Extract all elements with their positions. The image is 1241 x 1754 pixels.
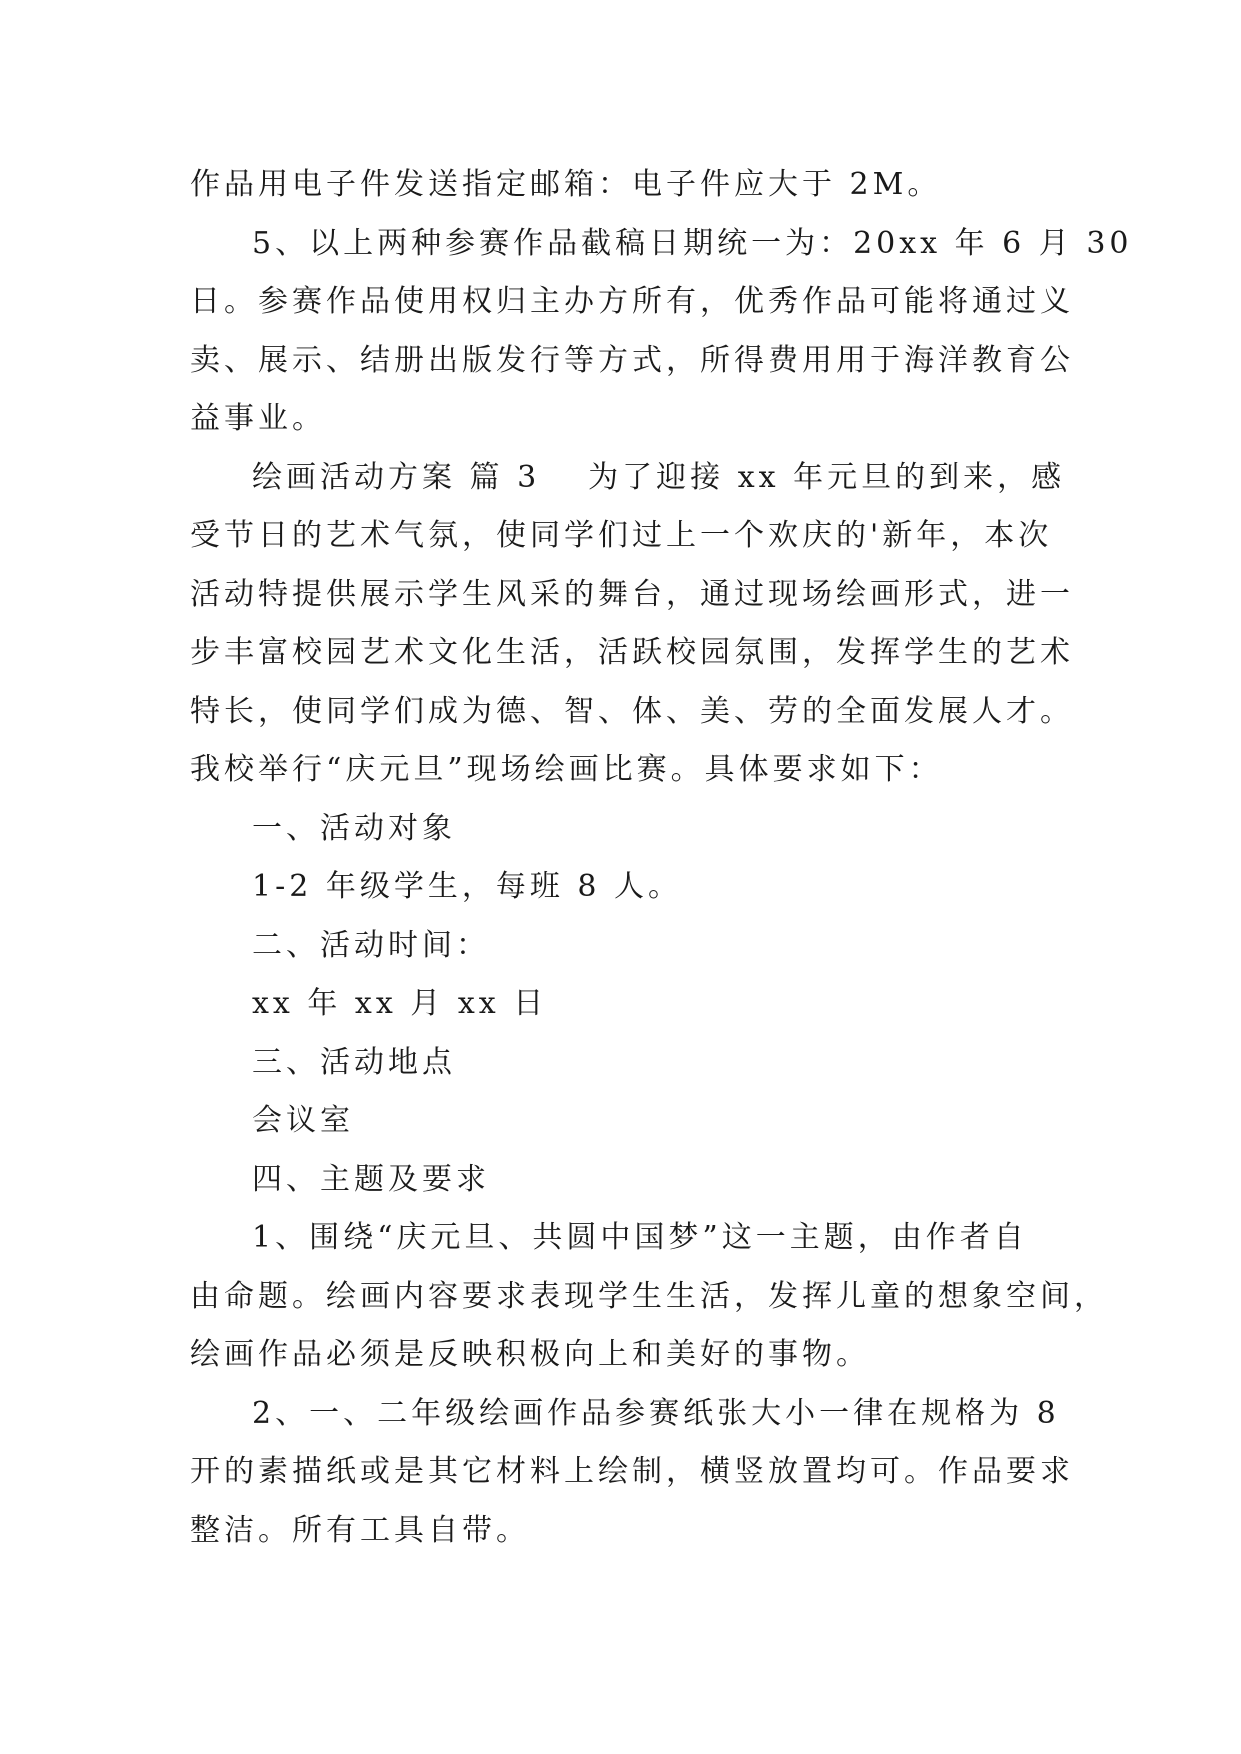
subheading: 四、主题及要求 [252, 1161, 490, 1197]
text-line: 我校举行“庆元旦”现场绘画比赛。具体要求如下： [190, 752, 943, 787]
text-line: 活动特提供展示学生风采的舞台，通过现场绘画形式，进一 [190, 576, 1074, 612]
section-heading: 绘画活动方案 篇 3 [252, 459, 541, 495]
text-line: 特长，使同学们成为德、智、体、美、劳的全面发展人才。 [190, 693, 1074, 729]
text-line: 益事业。 [190, 401, 326, 436]
text-line: 会议室 [252, 1103, 354, 1138]
text-line: xx 年 xx 月 xx 日 [252, 986, 548, 1021]
text-line: 受节日的艺术气氛，使同学们过上一个欢庆的'新年，本次 [190, 518, 1053, 553]
section-heading-line [190, 449, 1066, 508]
text-line: 5、以上两种参赛作品截稿日期统一为：20xx 年 6 月 30 [252, 225, 1133, 261]
subheading: 一、活动对象 [252, 810, 456, 846]
text-line: 1-2 年级学生，每班 8 人。 [252, 869, 683, 904]
text-line: 1、围绕“庆元旦、共圆中国梦”这一主题，由作者自 [252, 1220, 1028, 1255]
text-line: 2、一、二年级绘画作品参赛纸张大小一律在规格为 8 [252, 1395, 1060, 1431]
text-line: 日。参赛作品使用权归主办方所有，优秀作品可能将通过义 [190, 284, 1074, 319]
text-line: 作品用电子件发送指定邮箱：电子件应大于 2M。 [190, 167, 942, 202]
subheading: 二、活动时间： [252, 927, 490, 963]
text-line: 由命题。绘画内容要求表现学生生活，发挥儿童的想象空间， [190, 1278, 1108, 1314]
text-line: 整洁。所有工具自带。 [190, 1512, 530, 1548]
text-line: 绘画作品必须是反映积极向上和美好的事物。 [190, 1337, 870, 1372]
text-line: 为了迎接 xx 年元旦的到来，感 [588, 459, 1066, 495]
document-page [190, 156, 1133, 1560]
text-line: 开的素描纸或是其它材料上绘制，横竖放置均可。作品要求 [190, 1454, 1074, 1489]
text-line: 卖、展示、结册出版发行等方式，所得费用用于海洋教育公 [190, 342, 1074, 378]
subheading: 三、活动地点 [252, 1044, 456, 1080]
text-line: 步丰富校园艺术文化生活，活跃校园氛围，发挥学生的艺术 [190, 635, 1074, 670]
